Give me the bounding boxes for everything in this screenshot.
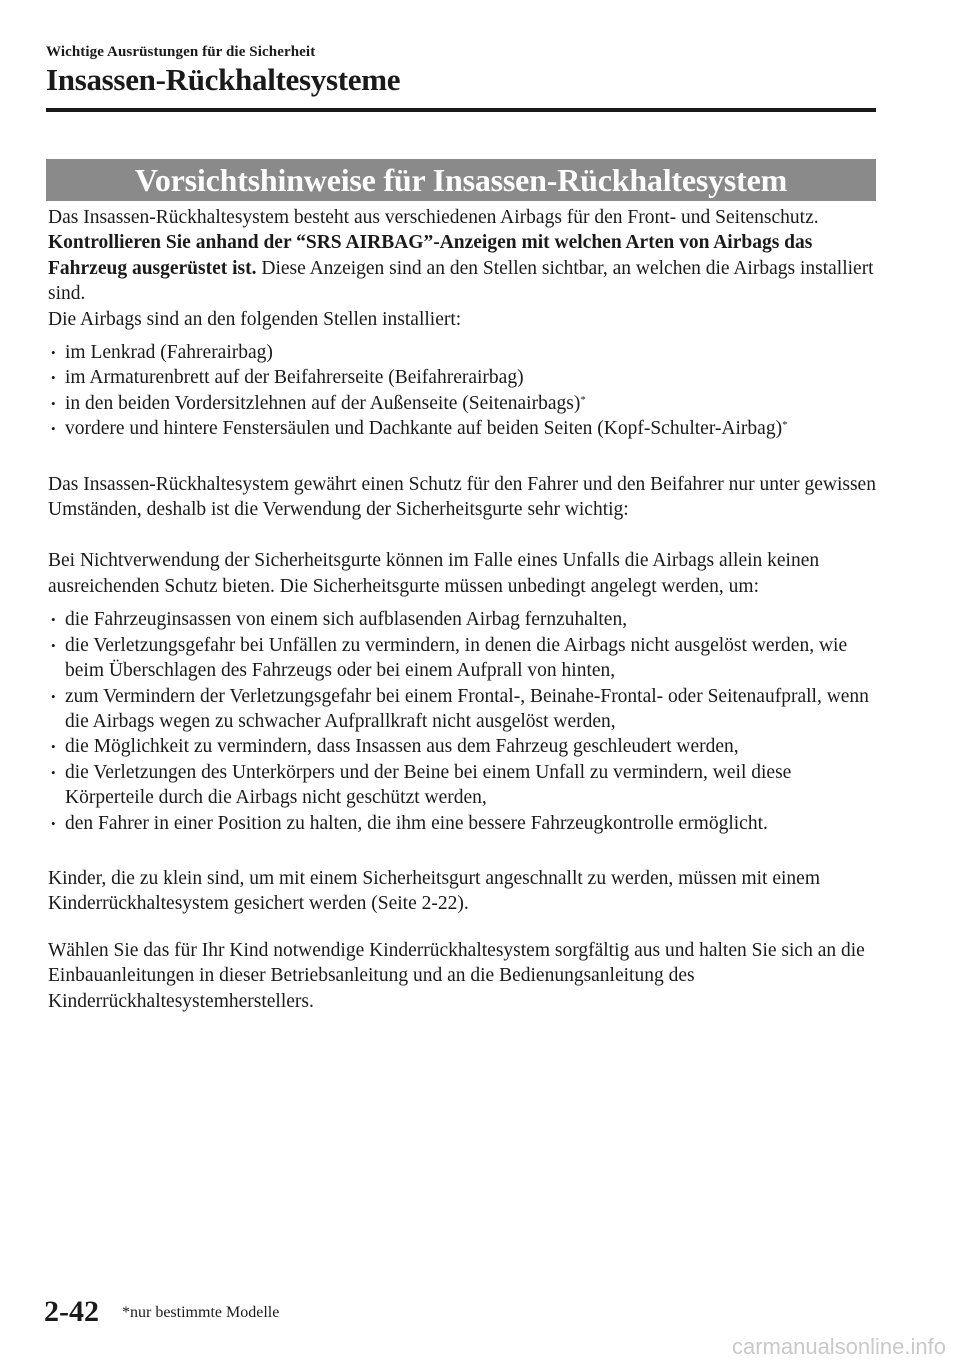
intro-text-2: Diese Anzeigen sind an den Stellen sichtbar, an welchen die Airbags installiert sind. — [48, 257, 874, 305]
intro-locations-line: Die Airbags sind an den folgenden Stellen installiert: — [48, 308, 462, 330]
main-content — [48, 205, 876, 1014]
list-item: • vordere und hintere Fenstersäulen und Dachkante auf beiden Seiten (Kopf-Schulter-Airbag)* — [48, 416, 876, 441]
footnote-marker: * — [580, 393, 586, 406]
list-item: • im Lenkrad (Fahrerairbag) — [48, 340, 876, 365]
intro-paragraph — [48, 205, 876, 307]
belt-reasons-list — [48, 607, 876, 836]
choose-restraint-paragraph: Wählen Sie das für Ihr Kind notwendige Kinderrückhaltesystem sorgfältig aus und halten Sie sich an die Einbauanleitungen in dieser Betriebsanleitung und an die Bedienungsanleitung des Kinderrückhaltesystemherstellers. — [48, 939, 865, 1012]
list-item: • die Verletzungen des Unterkörpers und der Beine bei einem Unfall zu vermindern, weil diese Körperteile durch die Airbags nicht geschützt werden, — [48, 760, 876, 811]
watermark: carmanualsonline.info — [731, 1334, 946, 1359]
intro-bold-text: Kontrollieren Sie anhand der “SRS AIRBAG”-Anzeigen mit welchen Arten von Airbags das Fahrzeug ausgerüstet ist. — [48, 232, 813, 279]
intro-text-1: Das Insassen-Rückhaltesystem besteht aus verschiedenen Airbags für den Front- und Seitenschutz. — [48, 207, 819, 228]
footnote-marker: * — [782, 419, 788, 432]
children-paragraph: Kinder, die zu klein sind, um mit einem Sicherheitsgurt angeschnallt zu werden, müssen mit einem Kinderrückhaltesystem gesichert werden (Seite 2-22). — [48, 867, 820, 915]
header-rule — [46, 108, 876, 112]
chapter-heading: Wichtige Ausrüstungen für die Sicherheit — [46, 44, 316, 60]
airbag-locations-list — [48, 340, 876, 442]
precautions-banner: Vorsichtshinweise für Insassen-Rückhaltesystem — [46, 159, 876, 201]
no-belt-paragraph: Bei Nichtverwendung der Sicherheitsgurte können im Falle eines Unfalls die Airbags allein keinen ausreichenden Schutz bieten. Die Sicherheitsgurte müssen unbedingt angelegt werden, um: — [48, 550, 820, 597]
list-item: • den Fahrer in einer Position zu halten, die ihm eine bessere Fahrzeugkontrolle ermöglicht. — [48, 811, 876, 836]
list-item: • die Möglichkeit zu vermindern, dass Insassen aus dem Fahrzeug geschleudert werden, — [48, 734, 876, 759]
list-item: • die Fahrzeuginsassen von einem sich aufblasenden Airbag fernzuhalten, — [48, 607, 876, 632]
list-item: • zum Vermindern der Verletzungsgefahr bei einem Frontal-, Beinahe-Frontal- oder Seitenaufprall, wenn die Airbags wegen zu schwacher Aufprallkraft nicht ausgelöst werden, — [48, 684, 876, 735]
protection-paragraph: Das Insassen-Rückhaltesystem gewährt einen Schutz für den Fahrer und den Beifahrer nur unter gewissen Umständen, deshalb ist die Verwendung der Sicherheitsgurte sehr wichtig: — [48, 473, 876, 521]
list-item: • die Verletzungsgefahr bei Unfällen zu vermindern, in denen die Airbags nicht ausgelöst werden, wie beim Überschlagen des Fahrzeugs oder bei einem Aufprall von hinten, — [48, 633, 876, 684]
list-item: • im Armaturenbrett auf der Beifahrerseite (Beifahrerairbag) — [48, 365, 876, 390]
section-title: Insassen-Rückhaltesysteme — [46, 62, 401, 97]
page-number: 2-42 — [44, 1295, 99, 1328]
list-item: • in den beiden Vordersitzlehnen auf der Außenseite (Seitenairbags)* — [48, 391, 876, 416]
footnote: *nur bestimmte Modelle — [122, 1304, 280, 1321]
